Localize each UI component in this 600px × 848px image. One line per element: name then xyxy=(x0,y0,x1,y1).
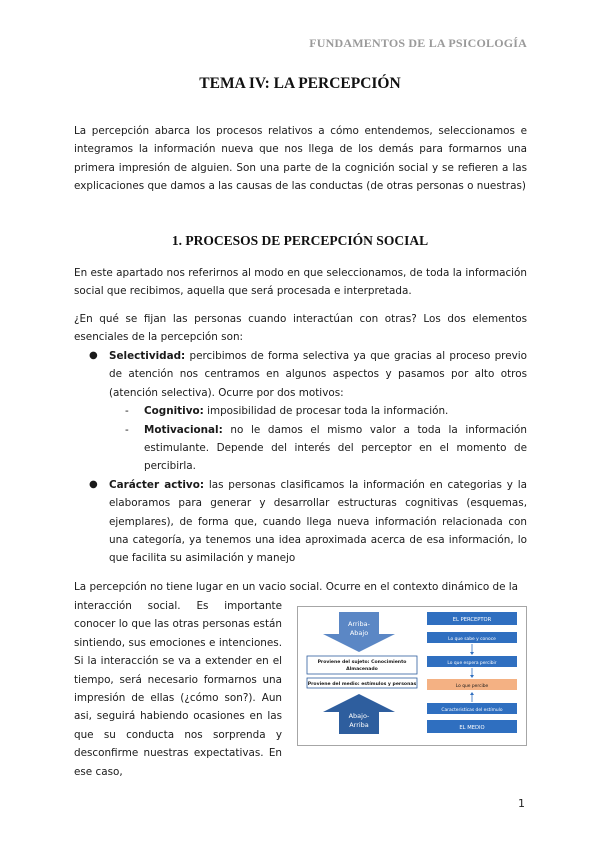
sub-text: no le damos el mismo valor a toda la información estimulante. Depende del interés del perceptor en el momento de percibirla. xyxy=(144,423,527,473)
bullet-text: percibimos de forma selectiva ya que gracias al proceso previo de atención nos centramos en algunos aspectos y pasamos por alto otros (atención selectiva). Ocurre por dos motivos: xyxy=(109,350,527,399)
list-item-motivacional xyxy=(109,421,527,476)
perceives-label: Lo que percibe xyxy=(455,684,489,689)
elements-list xyxy=(74,347,527,568)
section-paragraph-3: La percepción no tiene lugar en un vacio social. Ocurre en el contexto dinámico de la xyxy=(74,581,519,593)
knows-label: Lo que sabe y conoce xyxy=(448,637,496,642)
expects-label: Lo que espera percibir xyxy=(447,661,497,666)
intro-paragraph: La percepción abarca los procesos relativos a cómo entendemos, seleccionamos e integramos la información nueva que nos llega de los demás para formarnos una primera impresión de alguien. Son una parte de la cognición social y se refieren a las explicaciones que damos a las causas de las conductas (de otras personas o nuestras) xyxy=(74,125,527,193)
bullet-icon: ● xyxy=(89,350,98,361)
stimulus-features-label: Caracteristicas del estímulo xyxy=(441,708,503,713)
bullet-text: las personas clasificamos la información en categorias y la elaboramos para generar y desarrollar estructuras cognitivas (esquemas, ejemplares), de forma que, cuando llega nueva información relacionada con una categoría, ya tenemos una idea aproximada acerca de esa información, lo que facilita su asimilación y manejo xyxy=(109,478,527,565)
running-header: FUNDAMENTOS DE LA PSICOLOGÍA xyxy=(309,36,527,50)
bottom-up-label-2: Arriba xyxy=(349,721,369,729)
page-title: TEMA IV: LA PERCEPCIÓN xyxy=(199,75,401,92)
list-item-caracter-activo xyxy=(74,476,527,568)
perceptor-label: EL PERCEPTOR xyxy=(452,617,492,623)
list-item-selectividad xyxy=(74,347,527,476)
sub-term: Cognitivo: xyxy=(144,405,204,418)
bullet-term: Selectividad: xyxy=(109,350,186,362)
list-item-cognitivo xyxy=(109,402,527,420)
subject-source-1: Proviene del sujeto: Conocimiento xyxy=(317,660,407,665)
environment-source: Proviene del medio: estímulos y personas xyxy=(307,682,417,687)
subject-source-2: Almacenado xyxy=(346,667,378,672)
sub-text: imposibilidad de procesar toda la información. xyxy=(203,405,449,418)
bottom-up-label-1: Abajo- xyxy=(348,712,370,720)
motives-list xyxy=(109,402,527,476)
section-paragraph-2: ¿En qué se fijan las personas cuando interactúan con otras? Los dos elementos esenciales de la percepción son: xyxy=(74,313,527,344)
dash-icon: - xyxy=(125,423,129,436)
page-number: 1 xyxy=(518,797,525,810)
bullet-term: Carácter activo: xyxy=(109,478,204,491)
section-title: 1. PROCESOS DE PERCEPCIÓN SOCIAL xyxy=(171,233,429,248)
dash-icon: - xyxy=(125,405,129,418)
bullet-icon: ● xyxy=(89,478,98,490)
top-down-label-1: Arriba- xyxy=(348,620,370,628)
section-paragraph-3-wrapped: interacción social. Es importante conocer lo que las otras personas están sintiendo, sus emociones e intenciones. Si la interacción se va a extender en el tiempo, será necesario formarnos una impresión de ellas (¿cómo son?). Aun asi, seguirá habiendo ocasiones en las que su conducta nos sorprenda y desconfirme nuestras expectativas. En ese caso, xyxy=(74,600,282,778)
sub-term: Motivacional: xyxy=(144,423,223,436)
top-down-label-2: Abajo xyxy=(349,629,369,637)
section-paragraph-1: En este apartado nos referirnos al modo en que seleccionamos, de toda la información social que recibimos, aquella que será procesada e interpretada. xyxy=(74,267,527,298)
perception-diagram xyxy=(297,606,527,746)
environment-label: EL MEDIO xyxy=(459,725,485,731)
